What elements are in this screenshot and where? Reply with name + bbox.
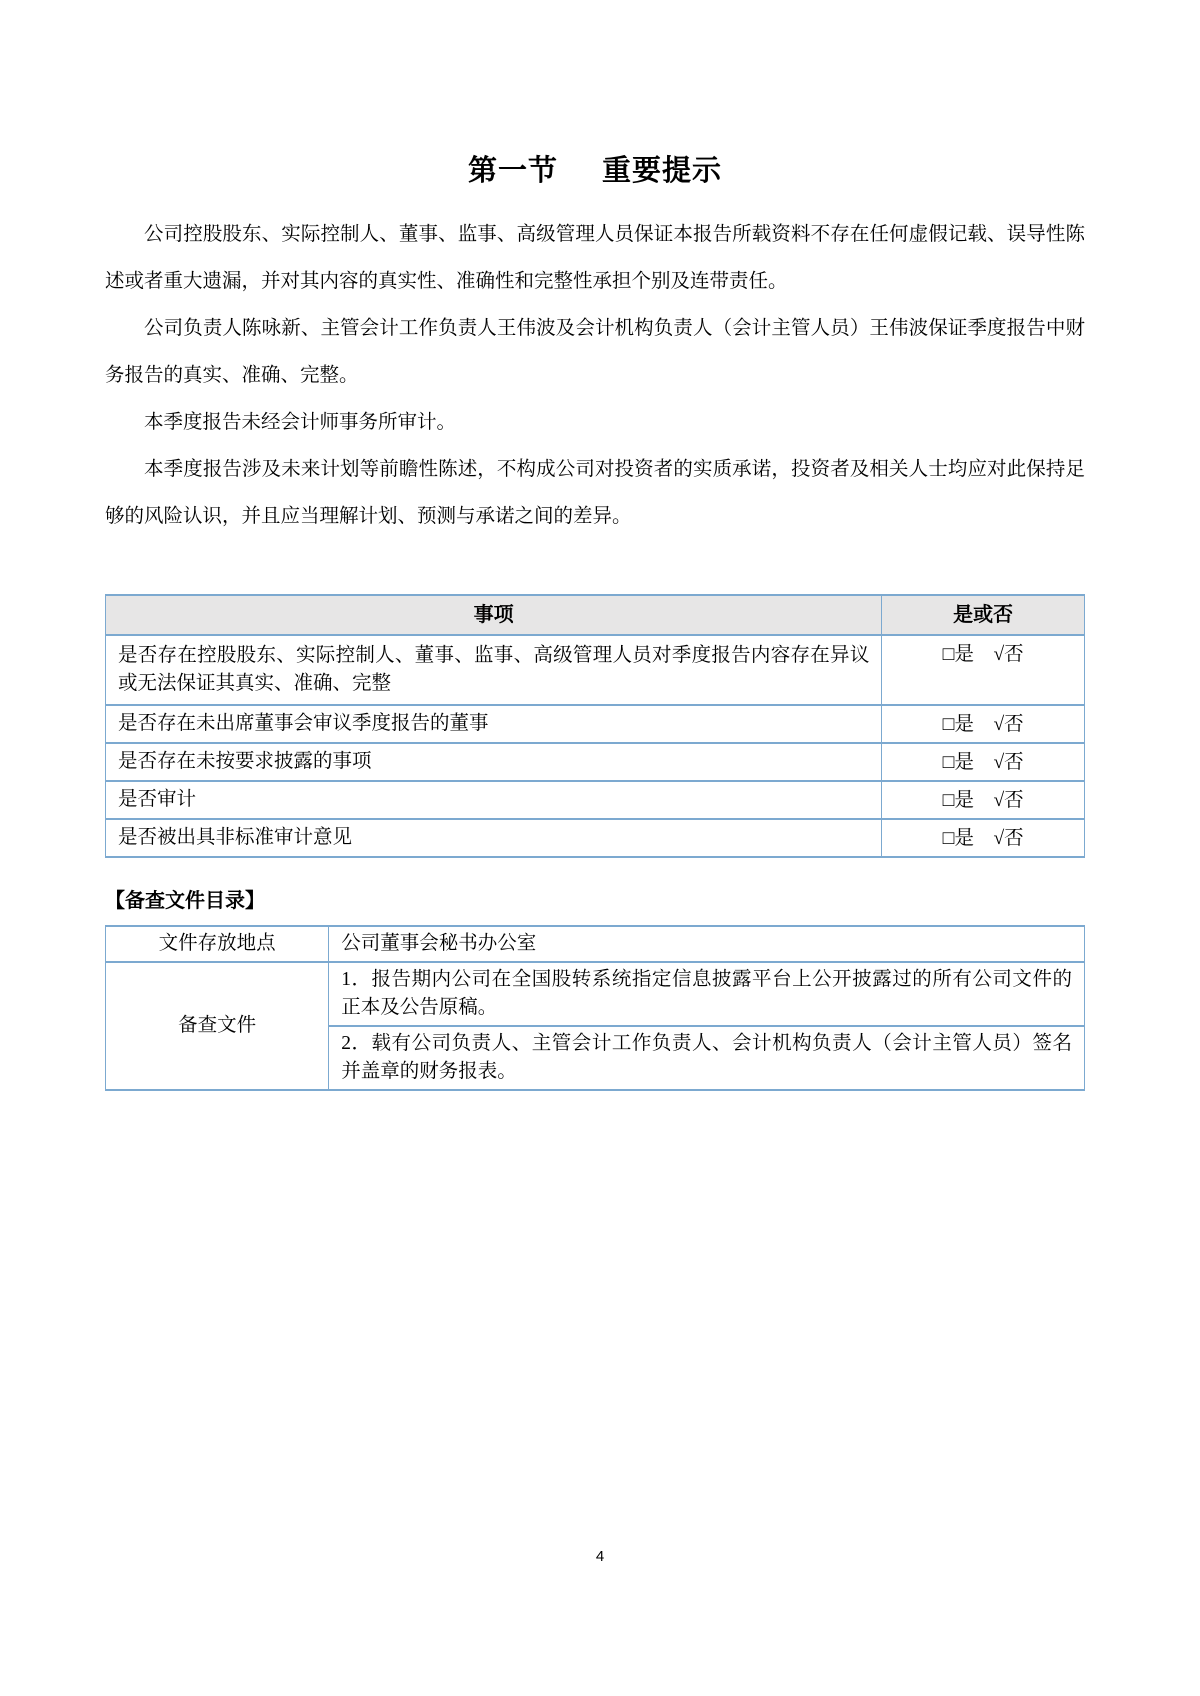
answer-checkbox: □是 √否 [882, 781, 1085, 819]
column-header-item: 事项 [106, 595, 882, 635]
answer-checkbox: □是 √否 [882, 705, 1085, 743]
page-content [105, 0, 1085, 1091]
item-text: 是否存在未按要求披露的事项 [106, 743, 882, 781]
items-yes-no-table [105, 594, 1085, 858]
column-header-yes-no: 是或否 [882, 595, 1085, 635]
paragraph-guarantee: 公司控股股东、实际控制人、董事、监事、高级管理人员保证本报告所载资料不存在任何虚假记载、误导性陈述或者重大遗漏，并对其内容的真实性、准确性和完整性承担个别及连带责任。 [105, 224, 1085, 292]
item-text: 是否审计 [106, 781, 882, 819]
page-number: 4 [595, 1548, 605, 1565]
section-title: 重要提示 [602, 155, 723, 187]
table-row [106, 705, 1085, 743]
table-row [106, 781, 1085, 819]
paragraph-forward-looking: 本季度报告涉及未来计划等前瞻性陈述，不构成公司对投资者的实质承诺，投资者及相关人士均应对此保持足够的风险认识，并且应当理解计划、预测与承诺之间的差异。 [105, 459, 1085, 527]
answer-checkbox: □是 √否 [882, 635, 1085, 705]
reference-docs-heading: 【备查文件目录】 [105, 890, 265, 912]
doc-item-2: 2．载有公司负责人、主管会计工作负责人、会计机构负责人（会计主管人员）签名并盖章的财务报表。 [329, 1026, 1085, 1090]
item-text: 是否存在控股股东、实际控制人、董事、监事、高级管理人员对季度报告内容存在异议或无法保证其真实、准确、完整 [106, 635, 882, 705]
table-row [106, 635, 1085, 705]
item-text: 是否被出具非标准审计意见 [106, 819, 882, 857]
paragraph-responsible-persons: 公司负责人陈咏新、主管会计工作负责人王伟波及会计机构负责人（会计主管人员）王伟波保证季度报告中财务报告的真实、准确、完整。 [105, 318, 1085, 386]
answer-checkbox: □是 √否 [882, 819, 1085, 857]
table-header-row [106, 595, 1085, 635]
section-label: 第一节 [467, 155, 558, 187]
docs-label: 备查文件 [106, 962, 329, 1090]
table-row [106, 962, 1085, 1026]
table-row [106, 926, 1085, 962]
item-text: 是否存在未出席董事会审议季度报告的董事 [106, 705, 882, 743]
answer-checkbox: □是 √否 [882, 743, 1085, 781]
docs-location-label: 文件存放地点 [106, 926, 329, 962]
table-row [106, 743, 1085, 781]
doc-item-1: 1．报告期内公司在全国股转系统指定信息披露平台上公开披露过的所有公司文件的正本及公告原稿。 [329, 962, 1085, 1026]
docs-location-value: 公司董事会秘书办公室 [329, 926, 1085, 962]
page-title [105, 0, 1085, 189]
paragraph-unaudited: 本季度报告未经会计师事务所审计。 [144, 412, 457, 433]
body-paragraphs [105, 211, 1085, 540]
reference-docs-table [105, 925, 1085, 1091]
table-row [106, 819, 1085, 857]
